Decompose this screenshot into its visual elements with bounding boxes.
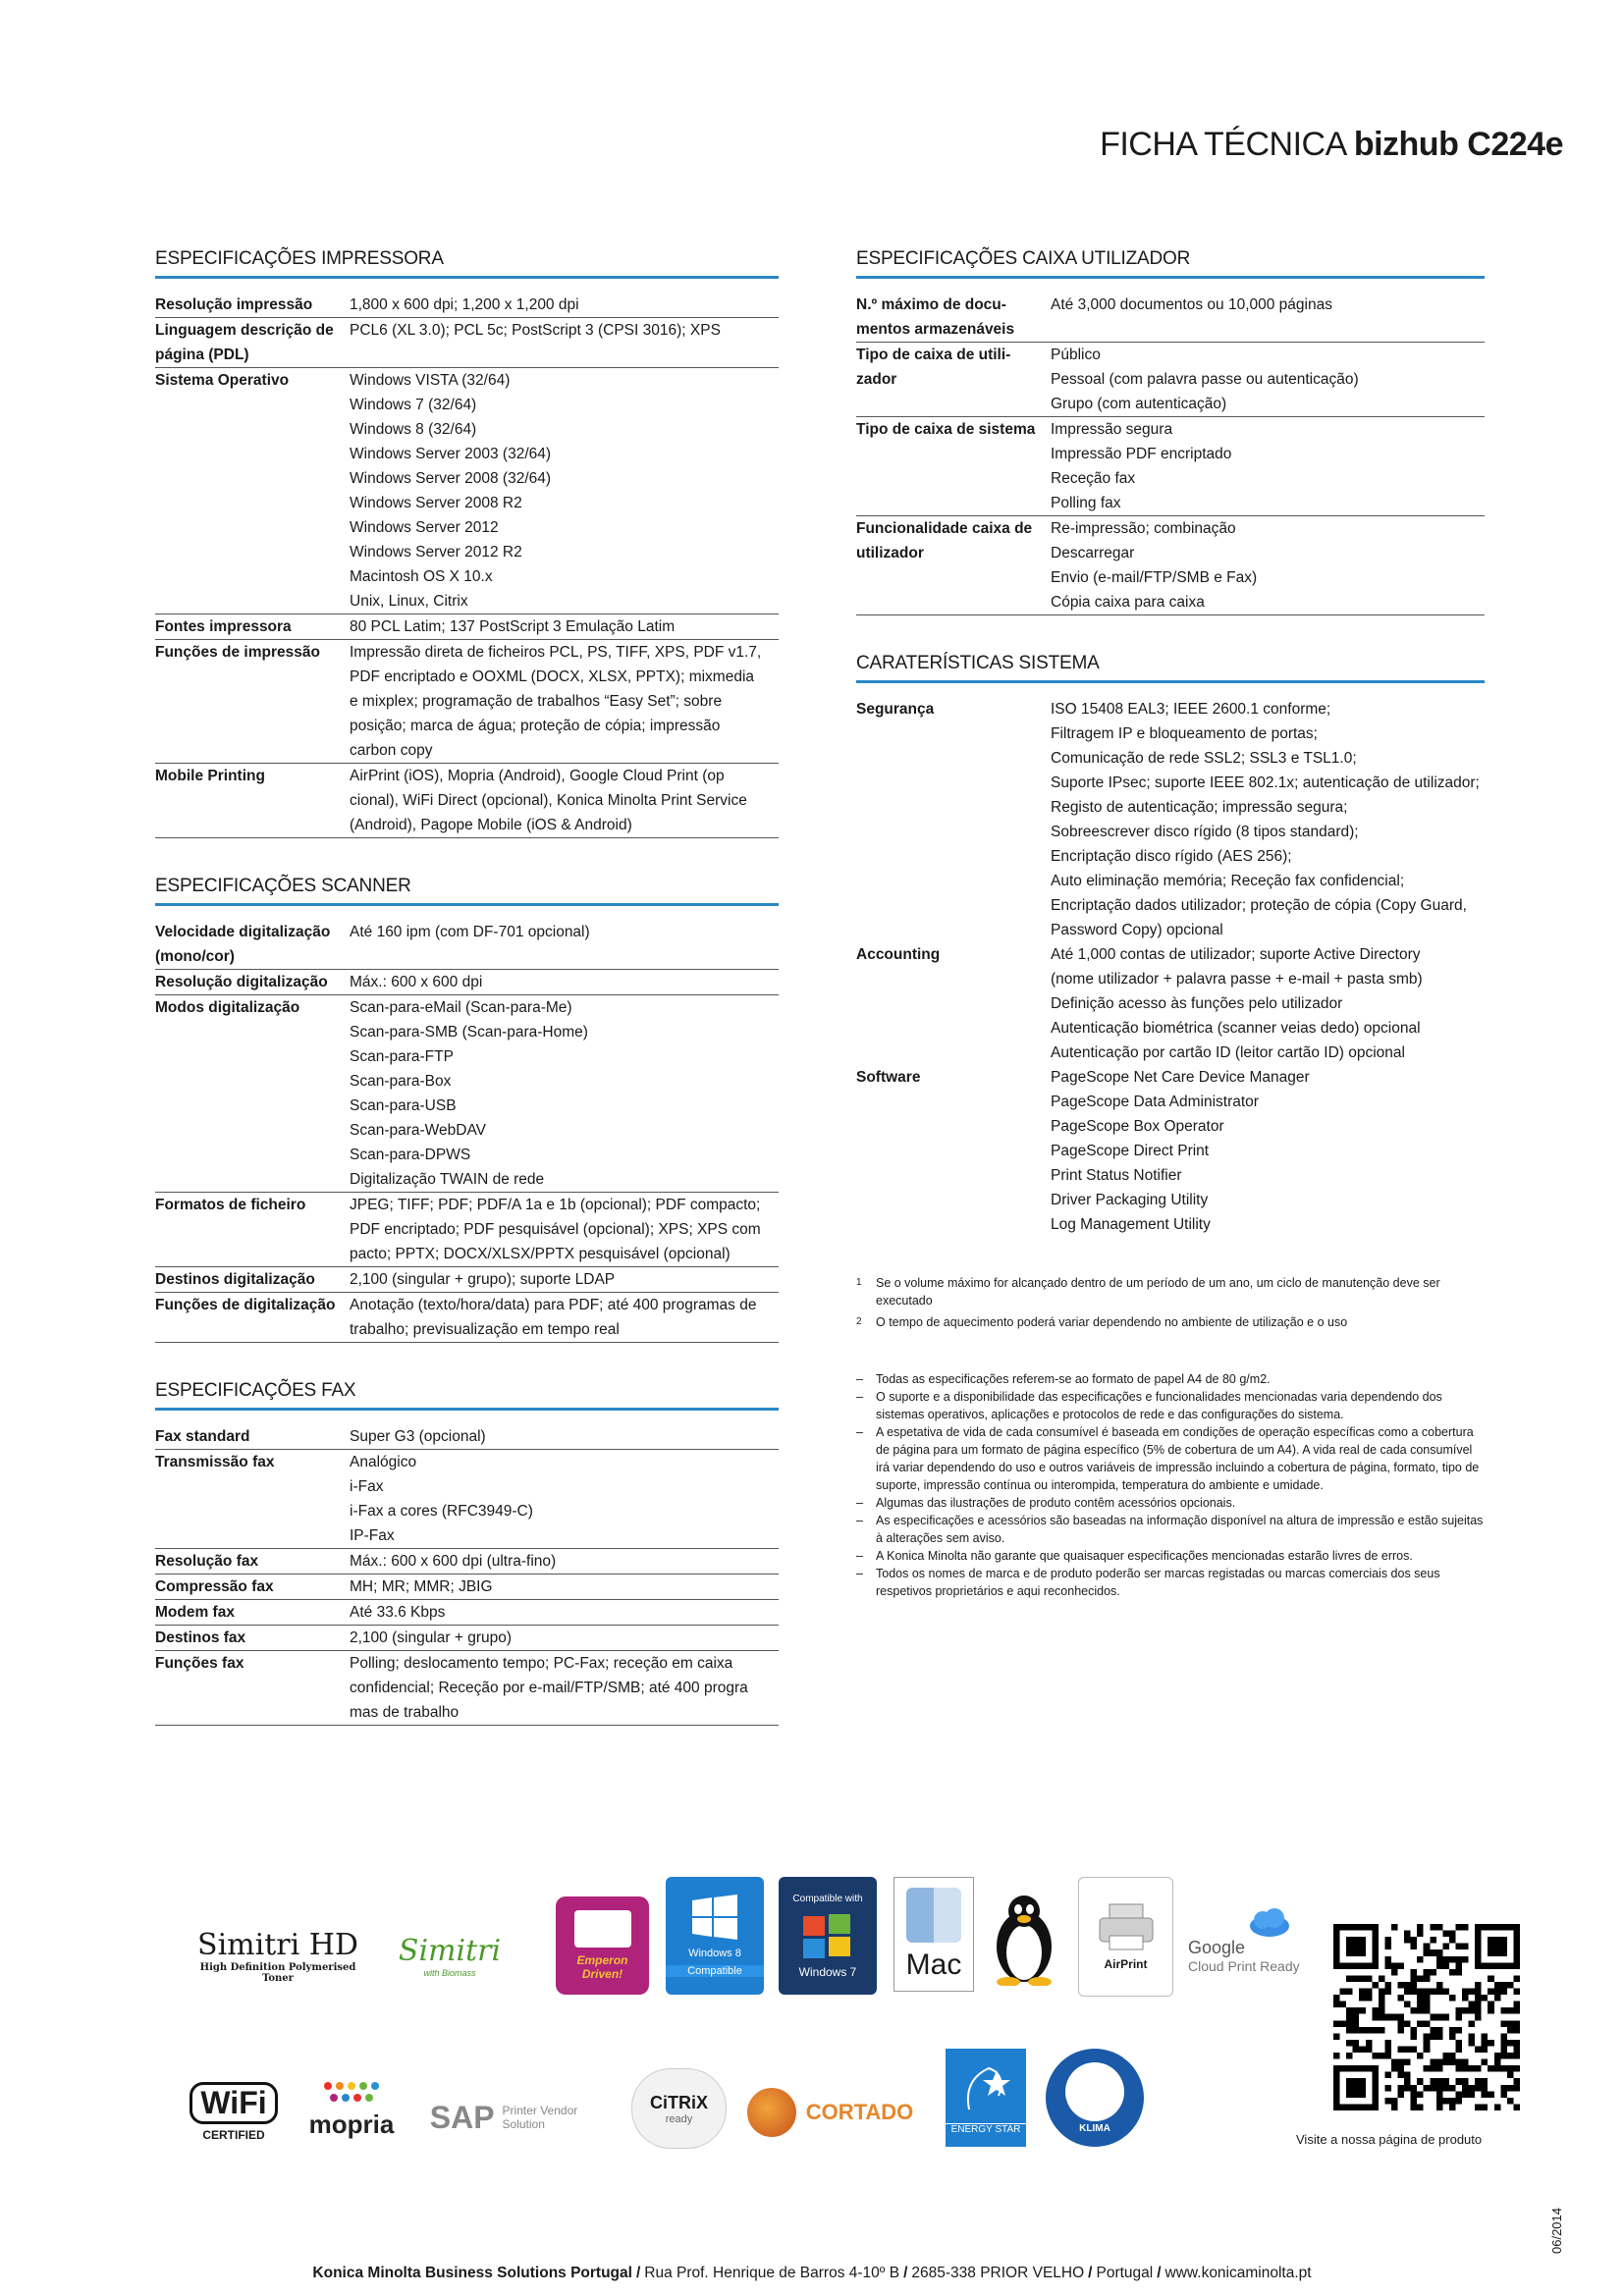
tux-icon [993,1892,1056,1986]
spec-label: Funções de impressão [155,644,320,661]
spec-label: Funcionalidade caixa de utilizador [856,520,1033,561]
spec-label: N.º máximo de docu- mentos armazenáveis [856,296,1015,338]
spec-label: Transmissão fax [155,1454,275,1470]
wifi-certified-logo [185,2077,283,2146]
spec-value [1051,1065,1485,1237]
spec-value [1051,516,1485,614]
spec-value [1051,417,1485,515]
emperon-logo [556,1896,649,1995]
spec-value-line: Grupo (com autenticação) [1051,396,1227,412]
spec-value [350,614,779,639]
spec-label: Velocidade digitalização (mono/cor) [155,924,331,965]
spec-value [350,318,779,367]
spec-value-line: PageScope Direct Print [1051,1143,1210,1159]
page-title: FICHA TÉCNICA bizhub C224e [1100,126,1563,163]
spec-value-line: Impressão segura [1051,421,1173,438]
spec-value-line: i-Fax [350,1478,384,1495]
slash-separator-icon: / [635,2265,641,2281]
spec-label: Modem fax [155,1604,235,1621]
spec-value-line: Impressão direta de ficheiros PCL, PS, TIFF, XPS, PDF v1.7, [350,644,762,661]
spec-value-line: Suporte IPsec; suporte IEEE 802.1x; autenticação de utilizador; [1051,774,1480,791]
sap-logo [425,2093,582,2142]
simitri-logo [386,1926,514,1985]
spec-value-line: trabalho; previsualização em tempo real [350,1321,620,1338]
spec-value-line: (nome utilizador + palavra passe + e-mail + pasta smb) [1051,971,1423,988]
section-title: ESPECIFICAÇÕES FAX [155,1380,779,1411]
dash-bullet-icon: – [856,1567,863,1580]
slash-separator-icon: / [1157,2265,1162,2281]
note-text: Todos os nomes de marca e de produto poderão ser marcas registadas ou marcas comerciais dos seus respetivos proprietários e aqui reconhecidos. [876,1567,1440,1598]
spec-value-line: Descarregar [1051,545,1135,561]
footnote-text: Se o volume máximo for alcançado dentro de um período de um ano, um ciclo de manutenção deve ser executado [876,1276,1440,1308]
mopria-name: mopria [308,2109,395,2139]
spec-value-line: Máx.: 600 x 600 dpi (ultra-fino) [350,1553,557,1570]
spec-value-line: Encriptação disco rígido (AES 256); [1051,848,1292,865]
spec-value-line: Pessoal (com palavra passe ou autenticação) [1051,371,1359,388]
spec-value-line: Windows 8 (32/64) [350,421,477,438]
spec-label: Modos digitalização [155,999,300,1016]
spec-value-line: PDF encriptado e OOXML (DOCX, XLSX, PPTX); mixmedia [350,668,755,685]
spec-value-line: Scan-para-WebDAV [350,1122,486,1139]
spec-value-line: Até 1,000 contas de utilizador; suporte Active Directory [1051,946,1421,963]
spec-value [350,764,779,837]
simitri-name: Simitri [398,1933,502,1968]
spec-value [350,1424,779,1449]
google-sub: Cloud Print Ready [1188,1957,1300,1974]
spec-value-line: Scan-para-SMB (Scan-para-Home) [350,1024,588,1041]
spec-value-line: Impressão PDF encriptado [1051,446,1232,462]
spec-value-line: Print Status Notifier [1051,1167,1182,1184]
cortado-icon [747,2088,796,2137]
section-title: ESPECIFICAÇÕES IMPRESSORA [155,248,779,279]
spec-value-line: Unix, Linux, Citrix [350,593,468,610]
spec-value-line: Windows VISTA (32/64) [350,372,511,389]
section-title: CARATERÍSTICAS SISTEMA [856,653,1485,683]
spec-label: Software [856,1069,921,1086]
spec-value-line: Anotação (texto/hora/data) para PDF; até 400 programas de [350,1297,757,1313]
spec-value-line: MH; MR; MMR; JBIG [350,1578,493,1595]
spec-value-line: Password Copy) opcional [1051,922,1223,938]
note-item [856,1565,1485,1600]
footer-country: Portugal [1096,2265,1154,2281]
citrix-ready-logo [631,2068,727,2149]
spec-row [856,417,1485,516]
spec-value-line: Encriptação dados utilizador; proteção de cópia (Copy Guard, [1051,897,1467,914]
spec-row [155,970,779,995]
windows7-flag-icon [801,1912,854,1961]
wifi-sub: CERTIFIED [202,2127,265,2142]
google-name: Google [1188,1937,1246,1957]
mopria-logo [298,2073,406,2147]
spec-row [155,293,779,318]
spec-label: Linguagem descrição de página (PDL) [155,322,334,363]
windows7-logo [779,1877,877,1995]
dash-bullet-icon: – [856,1425,863,1439]
spec-row [155,1193,779,1267]
airprint-name: AirPrint [1104,1957,1148,1971]
energy-star-logo [946,2049,1026,2147]
spec-value-line: PCL6 (XL 3.0); PCL 5c; PostScript 3 (CPSI 3016); XPS [350,322,721,339]
sap-line1: Printer Vendor [502,2104,578,2117]
spec-row [155,368,779,614]
wifi-name: WiFi [189,2082,277,2124]
spec-value-line: PageScope Net Care Device Manager [1051,1069,1310,1086]
slash-separator-icon: / [903,2265,908,2281]
spec-label: Destinos digitalização [155,1271,315,1288]
spec-row [155,1549,779,1575]
spec-value [350,1575,779,1599]
note-item [856,1494,1485,1512]
footer-postal: 2685-338 PRIOR VELHO [911,2265,1085,2281]
note-item [856,1370,1485,1388]
spec-label: Destinos fax [155,1629,246,1646]
spec-row [155,995,779,1193]
spec-label: Resolução digitalização [155,974,328,990]
footer-web[interactable]: www.konicaminolta.pt [1164,2265,1312,2281]
note-item [856,1388,1485,1423]
spec-row [155,1626,779,1651]
spec-row [155,614,779,640]
spec-label: Resolução impressão [155,296,313,313]
spec-value-line: Auto eliminação memória; Receção fax confidencial; [1051,873,1405,889]
spec-row [856,343,1485,417]
dash-bullet-icon: – [856,1372,863,1386]
spec-row [155,1450,779,1549]
spec-value-line: (Android), Pagope Mobile (iOS & Android) [350,817,632,833]
footer-address: Rua Prof. Henrique de Barros 4-10º B [644,2265,900,2281]
dash-bullet-icon: – [856,1514,863,1527]
emperon-e-icon [574,1910,631,1948]
spec-row [155,920,779,970]
footnotes [856,1274,1485,1331]
energy-star-icon [959,2060,1012,2119]
citrix-sub: ready [665,2112,693,2125]
spec-value-line: Polling fax [1051,495,1121,511]
windows7-top: Compatible with [792,1893,863,1904]
spec-value-line: Analógico [350,1454,417,1470]
spec-label: Fax standard [155,1428,250,1445]
google-cloud-print-logo [1188,1901,1311,1980]
note-text: O suporte e a disponibilidade das especificações e funcionalidades mencionadas varia dependendo dos sistemas operativos, aplicações e protocolos de rede e das configurações do sistema. [876,1390,1442,1421]
spec-value-line: Windows 7 (32/64) [350,397,477,413]
spec-value-line: Envio (e-mail/FTP/SMB e Fax) [1051,569,1258,586]
simitri-hd-logo [185,1926,371,1985]
slash-separator-icon: / [1088,2265,1093,2281]
right-column [856,248,1485,1600]
section-title: ESPECIFICAÇÕES CAIXA UTILIZADOR [856,248,1485,279]
mac-name: Mac [905,1948,962,1981]
logos-row-1 [185,1877,1314,1995]
note-text: As especificações e acessórios são baseadas na informação disponível na altura de impressão e estão sujeitas à alterações sem aviso. [876,1514,1484,1545]
spec-value-line: Windows Server 2008 (32/64) [350,470,552,487]
note-item [856,1423,1485,1494]
spec-row [155,1293,779,1343]
spec-value-line: Sobreescrever disco rígido (8 tipos standard); [1051,824,1359,840]
spec-value-line: PDF encriptado; PDF pesquisável (opcional); XPS; XPS com [350,1221,761,1238]
spec-value-line: Windows Server 2008 R2 [350,495,522,511]
spec-value-line: JPEG; TIFF; PDF; PDF/A 1a e 1b (opcional); PDF compacto; [350,1197,761,1213]
spec-value [350,970,779,994]
windows8-sub: Compatible [666,1965,764,1977]
mopria-dots-icon [322,2080,381,2109]
spec-row [856,942,1485,1065]
note-text: A espetativa de vida de cada consumível é baseada em condições de operação específicas como a cobertura de página para um formato de página específico (5% de cobertura de um A4). A vida real de cada consumível irá variar dependendo do uso e outros variáveis de impressão incluindo a cobertura de página, formato, tipo de suporte, impressão contínua ou interompida, temperatura do ambiente e umidade. [876,1425,1480,1492]
note-item [856,1512,1485,1547]
spec-row [155,764,779,838]
spec-label: Compressão fax [155,1578,274,1595]
spec-value-line: PageScope Box Operator [1051,1118,1224,1135]
spec-value-line: Windows Server 2003 (32/64) [350,446,552,462]
print-date: 06/2014 [1549,2208,1564,2254]
spec-label: Tipo de caixa de utili- zador [856,347,1011,388]
spec-value-line: i-Fax a cores (RFC3949-C) [350,1503,533,1520]
spec-value-line: Comunicação de rede SSL2; SSL3 e TSL1.0; [1051,750,1357,767]
spec-row [856,697,1485,942]
emperon-line2: Driven! [581,1967,623,1981]
spec-value [350,920,779,969]
simitri-sub: with Biomass [423,1967,476,1978]
spec-value-line: Filtragem IP e bloqueamento de portas; [1051,725,1318,742]
footer [0,2265,1624,2282]
spec-value-line: Windows Server 2012 R2 [350,544,522,561]
spec-value-line: Receção fax [1051,470,1136,487]
spec-value-line: Cópia caixa para caixa [1051,594,1205,611]
note-text: Todas as especificações referem-se ao formato de papel A4 de 80 g/m2. [876,1372,1271,1386]
spec-value-line: posição; marca de água; proteção de cópia; impressão [350,718,721,734]
spec-value-line: Registo de autenticação; impressão segura; [1051,799,1348,816]
spec-value-line: Scan-para-FTP [350,1048,454,1065]
footnote-number: 2 [856,1316,862,1327]
dash-bullet-icon: – [856,1549,863,1563]
spec-value-line: Super G3 (opcional) [350,1428,486,1445]
simitri-hd-sub: High Definition Polymerised Toner [199,1961,356,1984]
spec-value-line: Scan-para-eMail (Scan-para-Me) [350,999,572,1016]
spec-value [350,1600,779,1625]
spec-value [1051,697,1485,942]
spec-value-line: e mixplex; programação de trabalhos “Easy Set”; sobre [350,693,723,710]
blauer-engel-inner-icon [1065,2062,1124,2121]
spec-value [350,293,779,317]
spec-label: Funções fax [155,1655,244,1672]
spec-value-line: PageScope Data Administrator [1051,1094,1259,1110]
spec-value-line: cional), WiFi Direct (opcional), Konica Minolta Print Service [350,792,747,809]
note-item [856,1547,1485,1565]
qr-code[interactable] [1333,1924,1520,2110]
spec-label: Sistema Operativo [155,372,290,389]
spec-value-line: Até 33.6 Kbps [350,1604,446,1621]
notes-list [856,1370,1485,1600]
spec-row [155,1651,779,1726]
spec-label: Fontes impressora [155,618,292,635]
spec-row [155,1267,779,1293]
spec-label: Mobile Printing [155,768,265,784]
spec-value-line: Macintosh OS X 10.x [350,568,493,585]
spec-value [1051,942,1485,1065]
spec-value [350,1267,779,1292]
spec-value-line: 1,800 x 600 dpi; 1,200 x 1,200 dpi [350,296,579,313]
spec-value-line: AirPrint (iOS), Mopria (Android), Google Cloud Print (op [350,768,725,784]
spec-value-line: Definição acesso às funções pelo utilizador [1051,995,1343,1012]
section-impressora [155,248,779,838]
section-caracteristicas-sistema [856,653,1485,1237]
spec-value-line: confidencial; Receção por e-mail/FTP/SMB; até 400 progra [350,1680,748,1696]
note-text: A Konica Minolta não garante que quaisaquer especificações mencionadas estarão livres de erros. [876,1549,1413,1563]
spec-value-line: Scan-para-USB [350,1097,457,1114]
spec-value [350,1651,779,1725]
spec-value-line: Re-impressão; combinação [1051,520,1236,537]
mac-logo [893,1877,974,1992]
spec-value-line: Scan-para-DPWS [350,1147,471,1163]
spec-value-line: Polling; deslocamento tempo; PC-Fax; receção em caixa [350,1655,733,1672]
spec-value-line: Autenticação biométrica (scanner veias dedo) opcional [1051,1020,1421,1037]
spec-value-line: 2,100 (singular + grupo) [350,1629,513,1646]
printer-icon [1098,1902,1155,1951]
logos-row-2 [185,2044,1314,2152]
spec-row [155,1575,779,1600]
section-title: ESPECIFICAÇÕES SCANNER [155,876,779,906]
spec-value-line: 80 PCL Latim; 137 PostScript 3 Emulação Latim [350,618,676,635]
citrix-name: CiTRiX [649,2092,708,2112]
energy-star-name: ENERGY STAR [946,2123,1026,2135]
dash-bullet-icon: – [856,1496,863,1510]
emperon-line1: Emperon [576,1953,628,1967]
spec-label: Resolução fax [155,1553,259,1570]
spec-value-line: Digitalização TWAIN de rede [350,1171,545,1188]
spec-value [1051,343,1485,416]
spec-value [350,368,779,614]
section-scanner [155,876,779,1343]
spec-row [155,640,779,764]
spec-value [350,1626,779,1650]
cloud-icon [1247,1908,1292,1938]
section-fax [155,1380,779,1726]
spec-value-line: Até 160 ipm (com DF-701 opcional) [350,924,590,940]
note-text: Algumas das ilustrações de produto contêm acessórios opcionais. [876,1496,1236,1510]
spec-value-line: 2,100 (singular + grupo); suporte LDAP [350,1271,616,1288]
spec-value-line: mas de trabalho [350,1704,460,1721]
spec-row [856,293,1485,343]
left-column [155,248,779,1763]
spec-value-line: Autenticação por cartão ID (leitor cartão ID) opcional [1051,1044,1405,1061]
airprint-logo [1078,1877,1173,1997]
windows8-name: Windows 8 [688,1948,741,1959]
footer-company: Konica Minolta Business Solutions Portugal [312,2265,632,2281]
footnote-number: 1 [856,1277,862,1288]
spec-value [1051,293,1485,342]
windows7-name: Windows 7 [798,1964,857,1979]
spec-value [350,1193,779,1266]
spec-label: Tipo de caixa de sistema [856,421,1036,438]
sap-name: SAP [429,2099,495,2135]
spec-value-line: Log Management Utility [1051,1216,1211,1233]
spec-label: Segurança [856,701,935,718]
linux-tux-logo [990,1887,1058,1990]
spec-value-line: Até 3,000 documentos ou 10,000 páginas [1051,296,1332,313]
spec-value [350,1293,779,1342]
spec-label: Funções de digitalização [155,1297,336,1313]
windows8-logo [666,1877,764,1995]
spec-row [856,516,1485,615]
footnote [856,1274,1485,1309]
spec-value-line: Driver Packaging Utility [1051,1192,1209,1208]
spec-value-line: Scan-para-Box [350,1073,452,1090]
section-caixa-utilizador [856,248,1485,615]
spec-value-line: ISO 15408 EAL3; IEEE 2600.1 conforme; [1051,701,1331,718]
spec-row [155,318,779,368]
simitri-hd-name: Simitri HD [197,1927,358,1962]
spec-value-line: IP-Fax [350,1527,395,1544]
spec-row [856,1065,1485,1237]
spec-value-line: Público [1051,347,1101,363]
sap-line2: Solution [502,2117,545,2131]
sap-text [503,2104,578,2131]
qr-caption: Visite a nossa página de produto [1296,2132,1483,2147]
spec-row [155,1424,779,1450]
blauer-engel-logo [1046,2049,1144,2147]
blauer-engel-label: KLIMA [1079,2122,1110,2134]
windows8-icon [692,1895,737,1940]
footnote [856,1313,1485,1331]
spec-value [350,1450,779,1548]
spec-value-line: pacto; PPTX; DOCX/XLSX/PPTX pesquisável (opcional) [350,1246,731,1262]
spec-value-line: carbon copy [350,742,433,759]
cortado-logo [744,2083,916,2142]
spec-value [350,1549,779,1574]
dash-bullet-icon: – [856,1390,863,1404]
finder-icon [906,1888,961,1943]
spec-value-line: Máx.: 600 x 600 dpi [350,974,483,990]
spec-value [350,640,779,763]
spec-row [155,1600,779,1626]
spec-value [350,995,779,1192]
spec-label: Formatos de ficheiro [155,1197,306,1213]
cortado-name: CORTADO [805,2100,914,2124]
spec-label: Accounting [856,946,941,963]
footnote-text: O tempo de aquecimento poderá variar dependendo no ambiente de utilização e o uso [876,1315,1348,1329]
spec-value-line: Windows Server 2012 [350,519,499,536]
